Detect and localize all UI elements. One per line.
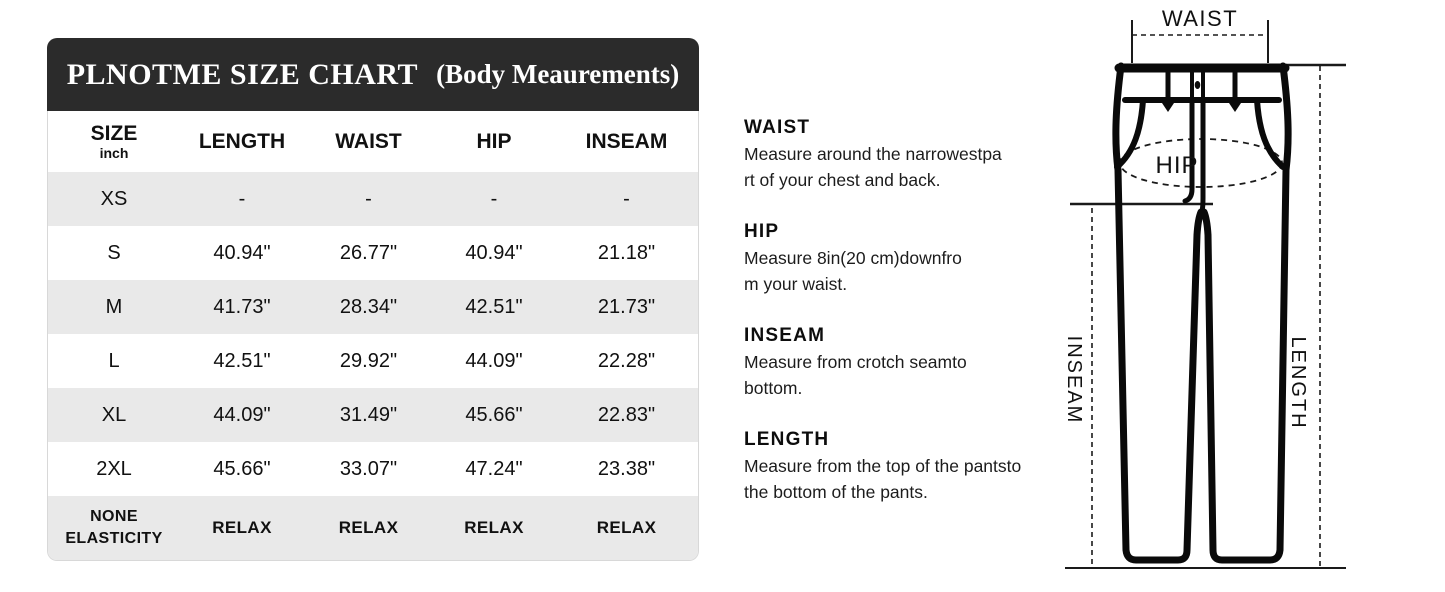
guide-text-line: Measure from the top of the pantsto	[744, 456, 1022, 476]
length-label: LENGTH	[1287, 336, 1309, 430]
chart-title: PLNOTME SIZE CHART	[66, 57, 419, 91]
table-row-elasticity	[48, 496, 698, 560]
table-row-xs	[48, 172, 698, 226]
size-table-body	[47, 111, 699, 561]
size-table	[48, 111, 698, 560]
value-cell: -	[623, 187, 630, 210]
waist-label: WAIST	[1161, 6, 1239, 31]
size-cell: S	[107, 241, 121, 264]
table-row-s	[48, 226, 698, 280]
guide-text-line: Measure 8in(20 cm)downfro	[744, 248, 962, 268]
value-cell: RELAX	[464, 518, 524, 537]
column-header-size	[48, 111, 180, 172]
column-header-hip: HIP	[476, 129, 512, 153]
column-header-length: LENGTH	[198, 129, 286, 153]
guide-section-waist	[744, 115, 1074, 193]
measurement-guide	[744, 115, 1074, 531]
guide-text-line: the bottom of the pants.	[744, 482, 928, 502]
guide-heading: WAIST	[744, 117, 811, 138]
inseam-label: INSEAM	[1063, 335, 1085, 425]
size-chart-panel	[47, 38, 699, 561]
value-cell: RELAX	[212, 518, 272, 537]
value-cell: 21.18"	[597, 241, 656, 264]
size-header-label: SIZE	[90, 122, 138, 145]
guide-text-line: m your waist.	[744, 274, 848, 294]
size-chart-header	[47, 38, 699, 111]
guide-heading: INSEAM	[744, 325, 826, 346]
value-cell: 21.73"	[597, 295, 656, 318]
value-cell: 42.51"	[465, 295, 523, 318]
chart-subtitle: (Body Meaurements)	[436, 59, 680, 89]
size-cell: L	[108, 349, 120, 372]
guide-section-hip	[744, 219, 1074, 297]
value-cell: 29.92"	[339, 349, 398, 372]
column-header-waist: WAIST	[335, 129, 402, 153]
guide-text-line: Measure from crotch seamto	[744, 352, 967, 372]
guide-section-length	[744, 427, 1074, 505]
value-cell: -	[490, 187, 498, 210]
value-cell: 23.38"	[597, 457, 656, 480]
value-cell: RELAX	[338, 518, 399, 537]
column-header-inseam: INSEAM	[585, 129, 668, 153]
value-cell: 42.51"	[213, 349, 271, 372]
value-cell: 31.49"	[339, 403, 398, 426]
value-cell: 28.34"	[339, 295, 398, 318]
guide-text-line: bottom.	[744, 378, 803, 398]
value-cell: 26.77"	[339, 241, 398, 264]
table-row-xl	[48, 388, 698, 442]
value-cell: RELAX	[596, 518, 657, 537]
value-cell: 41.73"	[213, 295, 271, 318]
left-pocket	[1117, 100, 1143, 167]
table-row-l	[48, 334, 698, 388]
size-cell: NONE ELASTICITY	[65, 508, 163, 547]
size-cell: XS	[100, 187, 128, 210]
unit-label: inch	[99, 145, 129, 161]
value-cell: -	[238, 187, 246, 210]
value-cell: 44.09"	[465, 349, 523, 372]
size-cell: 2XL	[96, 457, 132, 480]
size-cell: XL	[101, 403, 127, 426]
size-cell: M	[105, 295, 123, 318]
guide-text-line: Measure around the narrowestpa	[744, 144, 1002, 164]
guide-text-line: rt of your chest and back.	[744, 170, 941, 190]
value-cell: 22.83"	[597, 403, 656, 426]
value-cell: 22.28"	[597, 349, 656, 372]
value-cell: 33.07"	[339, 457, 398, 480]
fly-seam	[1202, 100, 1203, 211]
pants-measurement-diagram	[1040, 0, 1445, 592]
belt-loop-notch	[1229, 103, 1241, 112]
value-cell: 40.94"	[213, 241, 271, 264]
table-row-m	[48, 280, 698, 334]
guide-heading: HIP	[744, 221, 780, 242]
value-cell: 47.24"	[465, 457, 523, 480]
value-cell: -	[365, 187, 372, 210]
guide-section-inseam	[744, 323, 1074, 401]
value-cell: 45.66"	[213, 457, 271, 480]
button	[1195, 81, 1201, 89]
column-header-row	[48, 111, 698, 172]
hip-label: HIP	[1155, 152, 1199, 179]
table-row-2xl	[48, 442, 698, 496]
value-cell: 40.94"	[465, 241, 523, 264]
belt-loop-notch	[1162, 103, 1174, 112]
pants-outline	[1116, 66, 1288, 560]
value-cell: 45.66"	[465, 403, 523, 426]
guide-heading: LENGTH	[744, 429, 830, 450]
value-cell: 44.09"	[213, 403, 271, 426]
